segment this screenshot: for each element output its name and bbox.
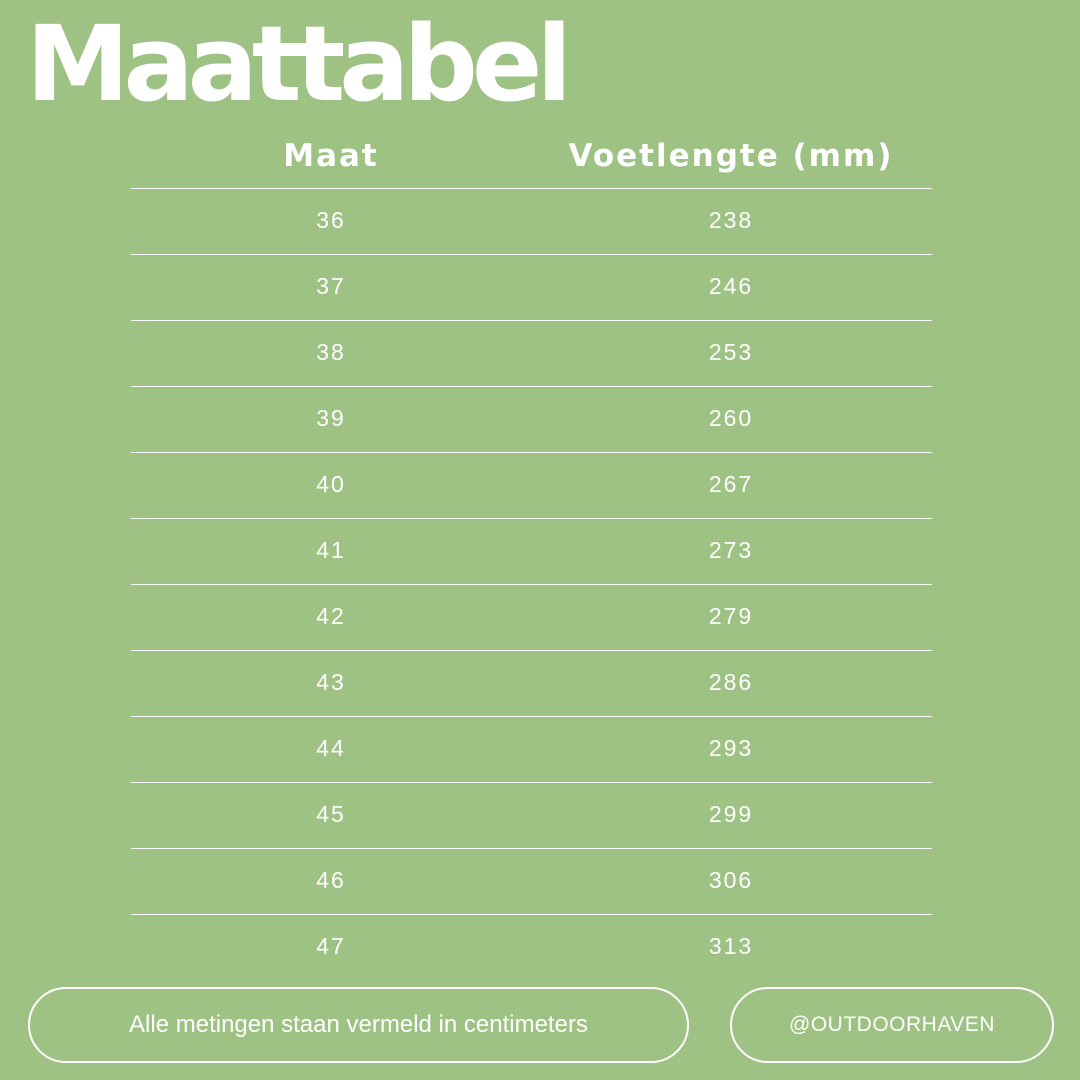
table-header: [131, 128, 932, 189]
foot-length-cell: 246: [708, 273, 754, 299]
measurement-note-text: Alle metingen staan vermeld in centimeters: [129, 1011, 588, 1038]
size-cell: 37: [316, 273, 346, 299]
foot-length-cell: 313: [708, 933, 754, 959]
foot-length-cell: 293: [708, 735, 754, 761]
column-header-size: Maat: [283, 138, 379, 174]
size-cell: 36: [316, 207, 346, 233]
foot-length-cell: 238: [708, 207, 754, 233]
foot-length-cell: 267: [708, 471, 754, 497]
foot-length-cell: 279: [708, 603, 754, 629]
table-row: [131, 189, 932, 255]
table-row: [131, 717, 932, 783]
size-cell: 38: [316, 339, 346, 365]
table-row: [131, 519, 932, 585]
size-cell: 40: [316, 471, 346, 497]
foot-length-cell: 306: [708, 867, 754, 893]
foot-length-cell: 299: [708, 801, 754, 827]
size-cell: 45: [316, 801, 346, 827]
table-row: [131, 783, 932, 849]
size-table: [131, 128, 932, 980]
foot-length-cell: 253: [708, 339, 754, 365]
table-row: [131, 849, 932, 915]
foot-length-cell: 273: [708, 537, 754, 563]
page-title: Maattabel: [26, 3, 567, 125]
foot-length-cell: 260: [708, 405, 754, 431]
measurement-note: [28, 987, 689, 1063]
table-row: [131, 585, 932, 651]
column-header-foot-length: Voetlengte (mm): [568, 138, 894, 174]
foot-length-cell: 286: [708, 669, 754, 695]
social-handle-text: @OUTDOORHAVEN: [789, 1013, 995, 1036]
size-cell: 41: [316, 537, 346, 563]
table-row: [131, 321, 932, 387]
table-row: [131, 651, 932, 717]
size-cell: 44: [316, 735, 346, 761]
size-cell: 42: [316, 603, 346, 629]
size-cell: 47: [316, 933, 346, 959]
table-row: [131, 255, 932, 321]
social-handle: [730, 987, 1054, 1063]
table-row: [131, 915, 932, 980]
table-row: [131, 453, 932, 519]
size-cell: 46: [316, 867, 346, 893]
size-cell: 43: [316, 669, 346, 695]
size-cell: 39: [316, 405, 346, 431]
table-row: [131, 387, 932, 453]
